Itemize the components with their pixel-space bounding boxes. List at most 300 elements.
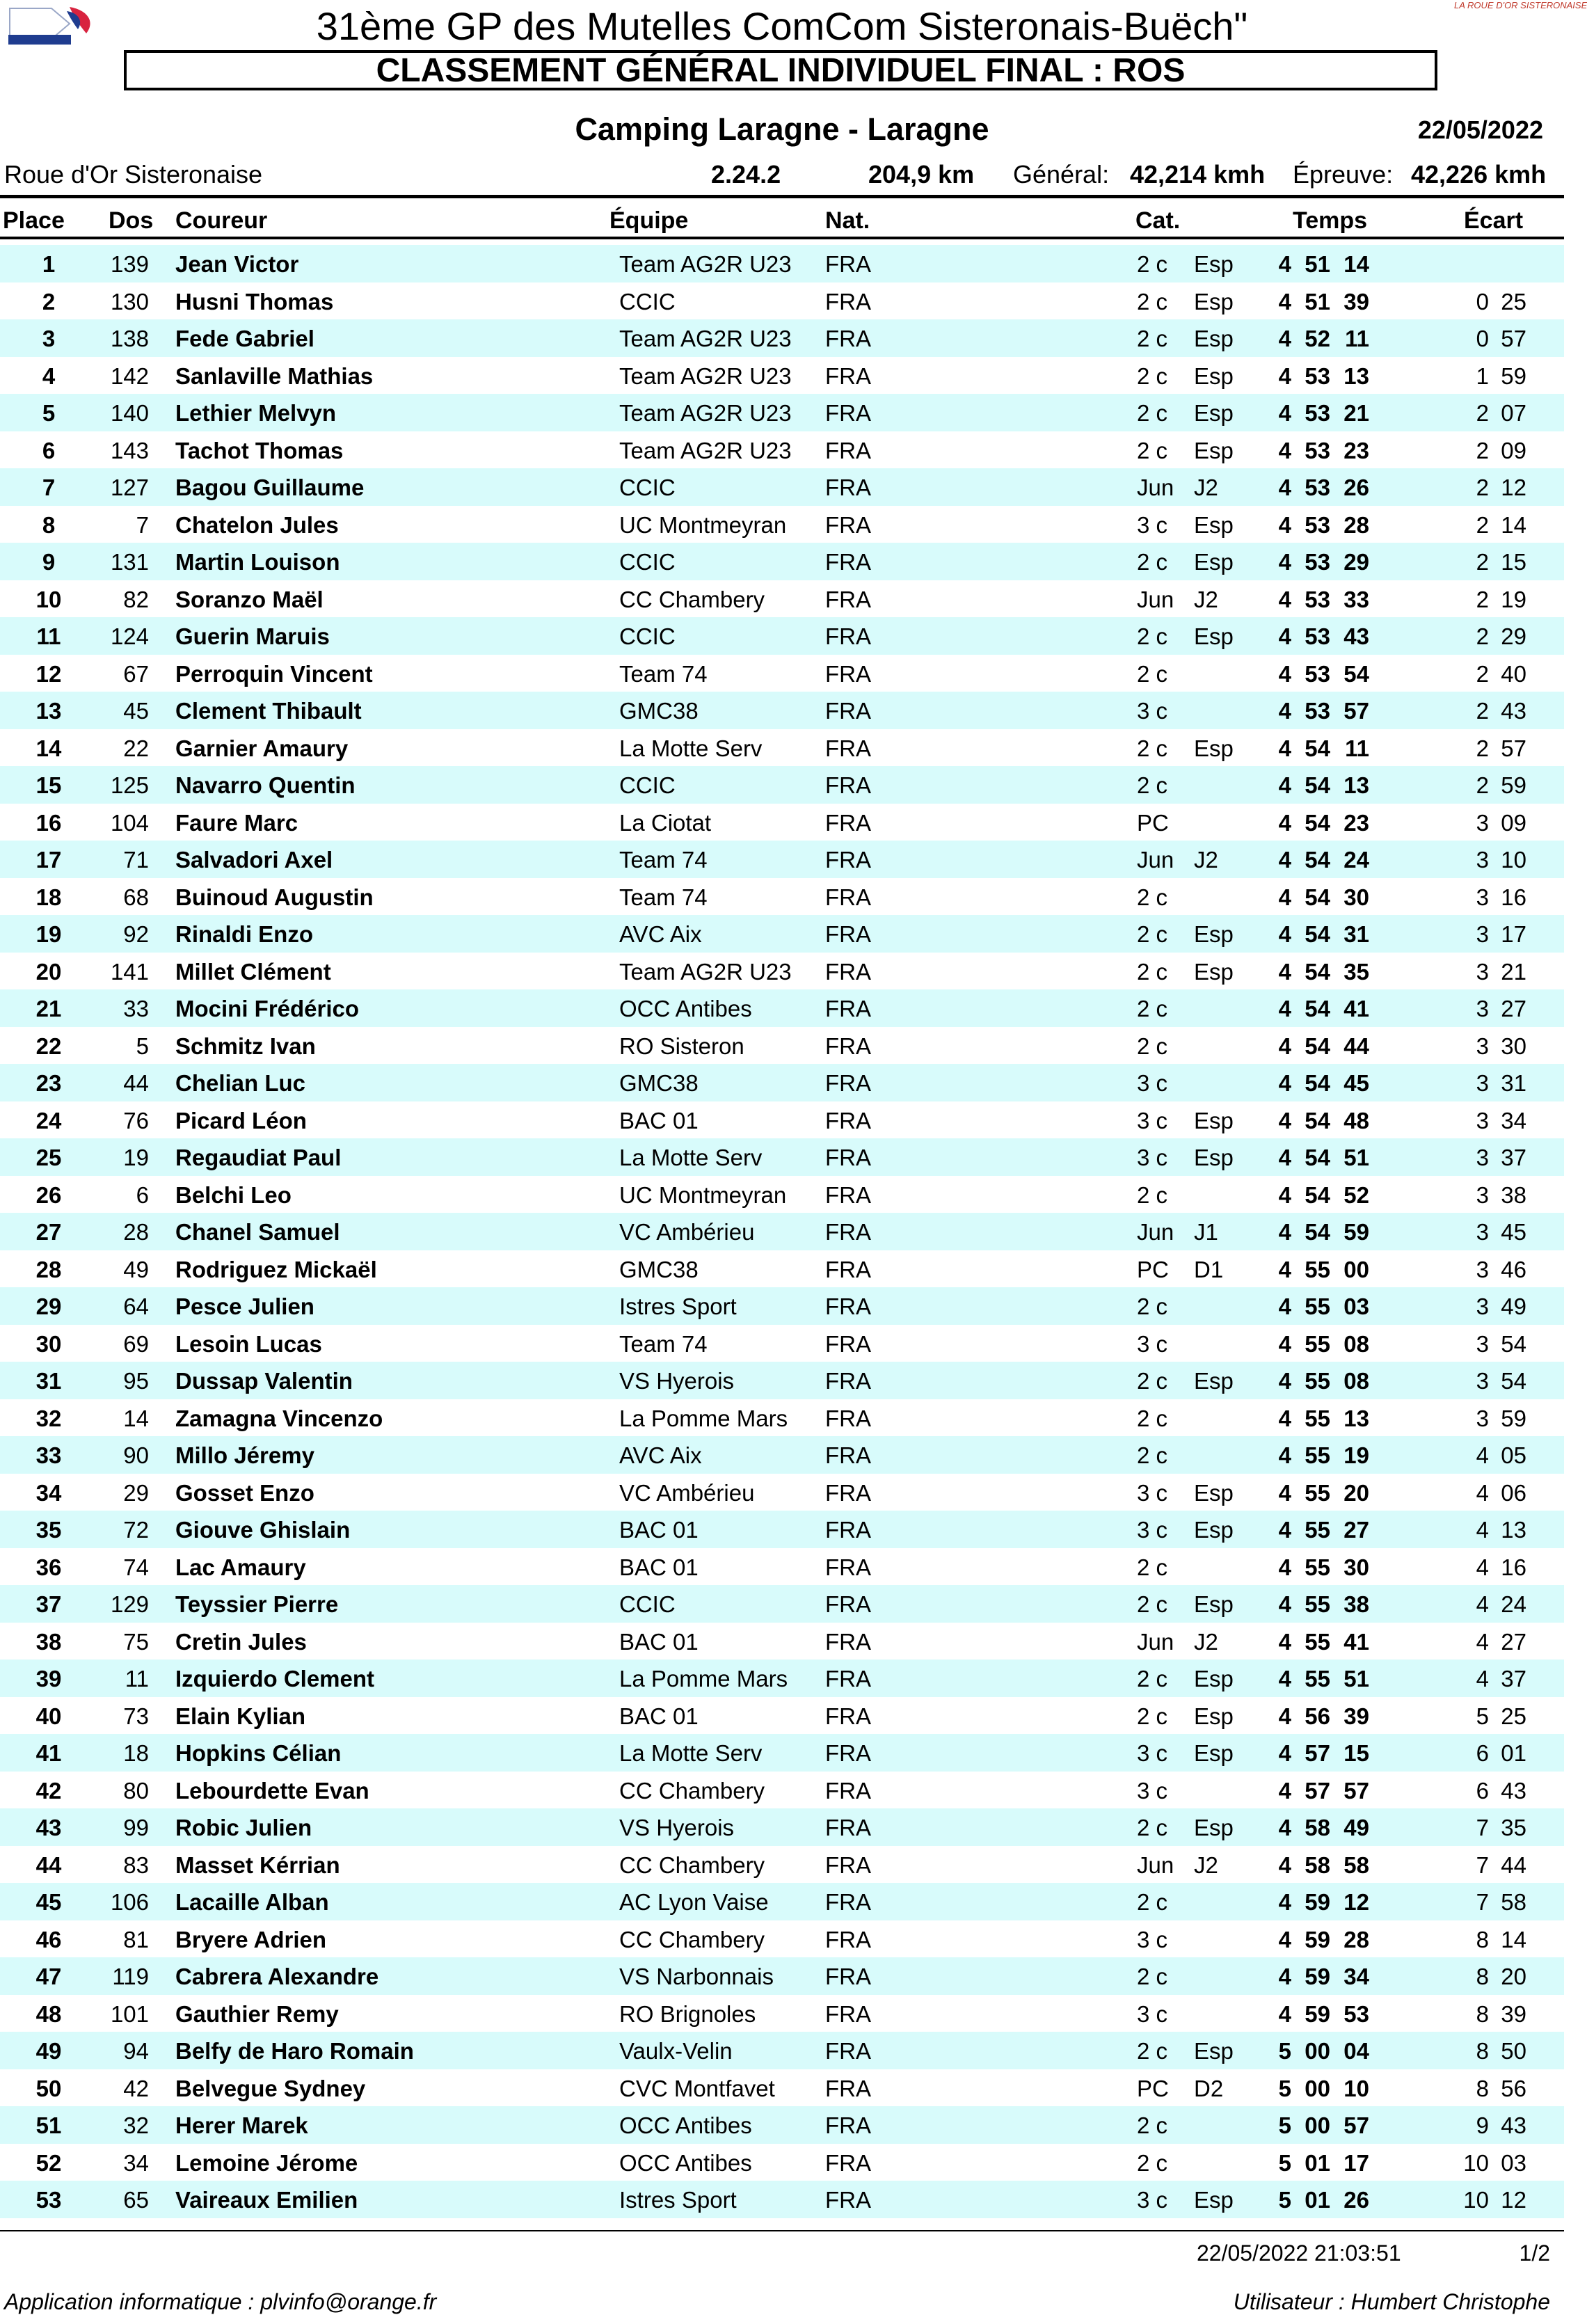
- cell-gap-seconds: 46: [1501, 1256, 1526, 1282]
- cell-cat: 3 c: [1137, 1145, 1168, 1170]
- cell-cat: 2 c: [1137, 251, 1168, 277]
- cell-gap-seconds: 24: [1501, 1591, 1526, 1617]
- cell-place: 34: [35, 1479, 62, 1506]
- cell-place: 13: [35, 698, 62, 724]
- cell-time-minutes: 53: [1305, 475, 1330, 500]
- cell-rider: Husni Thomas: [175, 288, 334, 315]
- cell-gap-minutes: 8: [1476, 1964, 1489, 1989]
- cell-nat: FRA: [825, 2000, 871, 2027]
- cell-bib: 19: [123, 1145, 149, 1170]
- cell-time-hours: 4: [1278, 1815, 1291, 1840]
- cell-nat: FRA: [825, 847, 871, 873]
- cell-rider: Cabrera Alexandre: [175, 1964, 379, 1989]
- cell-team: Team AG2R U23: [619, 958, 792, 985]
- header-rule: [0, 195, 1564, 198]
- cell-gap-seconds: 20: [1501, 1964, 1526, 1989]
- cell-gap-seconds: 43: [1501, 2112, 1526, 2138]
- cell-cat: 3 c: [1137, 1070, 1168, 1096]
- cell-nat: FRA: [825, 1442, 871, 1468]
- cell-nat: FRA: [825, 772, 871, 798]
- cell-place: 8: [42, 511, 56, 538]
- cell-cat: 2 c: [1137, 1964, 1168, 1989]
- cell-nat: FRA: [825, 2149, 871, 2176]
- cell-gap-minutes: 3: [1476, 1368, 1489, 1394]
- cell-time-minutes: 54: [1305, 735, 1330, 761]
- cell-place: 14: [35, 735, 62, 761]
- cell-nat: FRA: [825, 1777, 871, 1804]
- cell-gap-minutes: 3: [1476, 1107, 1489, 1133]
- cell-gap-minutes: 0: [1476, 288, 1489, 315]
- cell-team: La Motte Serv: [619, 735, 763, 761]
- cell-gap-minutes: 7: [1476, 1852, 1489, 1878]
- cell-cat: PC: [1137, 809, 1169, 836]
- cell-bib: 138: [110, 326, 149, 351]
- cell-team: CCIC: [619, 475, 676, 500]
- cell-place: 4: [42, 363, 56, 389]
- cell-team: VS Hyerois: [619, 1815, 735, 1840]
- cell-team: OCC Antibes: [619, 2112, 752, 2138]
- cell-rider: Fede Gabriel: [175, 326, 314, 351]
- cell-gap-minutes: 2: [1476, 586, 1489, 612]
- cell-time-seconds: 20: [1343, 1479, 1369, 1506]
- cell-team: VS Narbonnais: [619, 1964, 774, 1989]
- table-row: [0, 394, 1564, 431]
- cell-time-hours: 4: [1278, 363, 1291, 389]
- cell-cat: Jun: [1137, 847, 1174, 873]
- cell-gap-seconds: 15: [1501, 549, 1526, 575]
- cell-time-hours: 4: [1278, 884, 1291, 910]
- cell-nat: FRA: [825, 1145, 871, 1170]
- cell-cat: 2 c: [1137, 921, 1168, 947]
- cell-team: Team AG2R U23: [619, 363, 792, 389]
- cell-time-hours: 4: [1278, 1554, 1291, 1580]
- cell-gap-minutes: 3: [1476, 1033, 1489, 1059]
- cell-nat: FRA: [825, 1926, 871, 1952]
- table-row: [0, 1511, 1564, 1548]
- cell-time-hours: 4: [1278, 698, 1291, 724]
- cell-time-minutes: 59: [1305, 1889, 1330, 1915]
- cell-time-hours: 4: [1278, 1181, 1291, 1208]
- cell-gap-seconds: 34: [1501, 1107, 1526, 1133]
- cell-rider: Hopkins Célian: [175, 1740, 342, 1766]
- cell-place: 12: [35, 660, 62, 687]
- cell-subcat: Esp: [1194, 735, 1234, 761]
- cell-cat: 2 c: [1137, 958, 1168, 985]
- cell-time-seconds: 28: [1343, 1926, 1369, 1952]
- cell-team: UC Montmeyran: [619, 1181, 787, 1208]
- cell-gap-minutes: 3: [1476, 884, 1489, 910]
- cell-cat: 2 c: [1137, 1294, 1168, 1319]
- cell-gap-minutes: 8: [1476, 2000, 1489, 2027]
- cell-gap-seconds: 39: [1501, 2000, 1526, 2027]
- cell-nat: FRA: [825, 921, 871, 947]
- cell-team: Team 74: [619, 847, 708, 873]
- cell-cat: 2 c: [1137, 884, 1168, 910]
- cell-time-minutes: 58: [1305, 1815, 1330, 1840]
- cell-bib: 11: [125, 1666, 149, 1692]
- cell-bib: 6: [136, 1181, 149, 1208]
- cell-nat: FRA: [825, 400, 871, 426]
- cell-bib: 7: [136, 511, 149, 538]
- cell-cat: 2 c: [1137, 326, 1168, 351]
- cell-gap-seconds: 43: [1501, 1777, 1526, 1804]
- cell-cat: 3 c: [1137, 2000, 1168, 2027]
- cell-subcat: Esp: [1194, 2187, 1234, 2213]
- cell-cat: 2 c: [1137, 1033, 1168, 1059]
- cell-time-minutes: 57: [1305, 1740, 1330, 1766]
- cell-nat: FRA: [825, 1070, 871, 1096]
- cell-rider: Lebourdette Evan: [175, 1777, 369, 1804]
- cell-time-minutes: 53: [1305, 511, 1330, 538]
- table-row: [0, 1138, 1564, 1176]
- cell-time-seconds: 14: [1343, 251, 1369, 277]
- cell-time-hours: 4: [1278, 1405, 1291, 1431]
- cell-gap-seconds: 16: [1501, 1554, 1526, 1580]
- cell-time-seconds: 38: [1343, 1591, 1369, 1617]
- table-row: [0, 357, 1564, 395]
- table-row: [0, 729, 1564, 767]
- cell-nat: FRA: [825, 2112, 871, 2138]
- cell-team: La Pomme Mars: [619, 1405, 788, 1431]
- cell-time-hours: 4: [1278, 1964, 1291, 1989]
- cell-time-hours: 4: [1278, 847, 1291, 873]
- cell-time-minutes: 55: [1305, 1405, 1330, 1431]
- cell-rider: Chanel Samuel: [175, 1219, 340, 1245]
- cell-rider: Rodriguez Mickaël: [175, 1256, 377, 1282]
- table-row: [0, 1474, 1564, 1511]
- cell-gap-seconds: 59: [1501, 363, 1526, 389]
- cell-rider: Belchi Leo: [175, 1181, 292, 1208]
- cell-bib: 131: [110, 549, 149, 575]
- classification-title: CLASSEMENT GÉNÉRAL INDIVIDUEL FINAL : ROS: [124, 50, 1437, 90]
- cell-time-seconds: 26: [1343, 475, 1369, 500]
- category-code: 2.24.2: [711, 160, 781, 189]
- cell-bib: 130: [110, 288, 149, 315]
- cell-nat: FRA: [825, 1628, 871, 1655]
- cell-rider: Schmitz Ivan: [175, 1033, 316, 1059]
- cell-gap-minutes: 4: [1476, 1591, 1489, 1617]
- cell-gap-minutes: 2: [1476, 660, 1489, 687]
- cell-bib: 68: [123, 884, 149, 910]
- cell-subcat: D2: [1194, 2075, 1224, 2101]
- cell-time-minutes: 54: [1305, 921, 1330, 947]
- cell-nat: FRA: [825, 1368, 871, 1394]
- cell-place: 23: [35, 1070, 62, 1096]
- cell-rider: Navarro Quentin: [175, 772, 356, 798]
- cell-nat: FRA: [825, 1852, 871, 1878]
- cell-bib: 139: [110, 251, 149, 277]
- cell-team: CCIC: [619, 623, 676, 649]
- cell-cat: Jun: [1137, 1628, 1174, 1655]
- cell-gap-seconds: 19: [1501, 586, 1526, 612]
- cell-rider: Garnier Amaury: [175, 735, 349, 761]
- cell-team: VC Ambérieu: [619, 1479, 755, 1506]
- cell-bib: 45: [123, 698, 149, 724]
- table-header: [0, 205, 1564, 237]
- cell-team: OCC Antibes: [619, 996, 752, 1021]
- cell-rider: Dussap Valentin: [175, 1368, 353, 1394]
- cell-gap-seconds: 57: [1501, 326, 1526, 351]
- cell-gap-minutes: 4: [1476, 1554, 1489, 1580]
- cell-rider: Bagou Guillaume: [175, 475, 365, 500]
- cell-time-minutes: 53: [1305, 549, 1330, 575]
- table-row: [0, 2144, 1564, 2181]
- cell-time-seconds: 23: [1343, 437, 1369, 463]
- cell-time-minutes: 55: [1305, 1666, 1330, 1692]
- cell-time-seconds: 41: [1343, 1628, 1369, 1655]
- cell-rider: Salvadori Axel: [175, 847, 333, 873]
- table-row: [0, 1325, 1564, 1362]
- table-row: [0, 841, 1564, 878]
- cell-bib: 92: [123, 921, 149, 947]
- cell-time-seconds: 10: [1343, 2075, 1369, 2101]
- cell-gap-minutes: 7: [1476, 1815, 1489, 1840]
- table-row: [0, 878, 1564, 916]
- cell-subcat: Esp: [1194, 1703, 1234, 1729]
- table-row: [0, 1808, 1564, 1846]
- cell-time-minutes: 54: [1305, 1219, 1330, 1245]
- table-row: [0, 1957, 1564, 1995]
- cell-time-seconds: 29: [1343, 549, 1369, 575]
- cell-time-minutes: 55: [1305, 1256, 1330, 1282]
- cell-gap-minutes: 3: [1476, 1145, 1489, 1170]
- cell-team: Team AG2R U23: [619, 251, 792, 277]
- table-row: [0, 2181, 1564, 2218]
- table-row: [0, 282, 1564, 320]
- cell-time-hours: 4: [1278, 1070, 1291, 1096]
- cell-time-seconds: 03: [1343, 1294, 1369, 1319]
- cell-time-hours: 4: [1278, 1368, 1291, 1394]
- cell-place: 10: [35, 586, 62, 612]
- cell-gap-seconds: 59: [1501, 772, 1526, 798]
- cell-gap-minutes: 2: [1476, 511, 1489, 538]
- cell-time-hours: 4: [1278, 326, 1291, 351]
- cell-time-hours: 4: [1278, 1294, 1291, 1319]
- cell-time-hours: 4: [1278, 586, 1291, 612]
- cell-place: 5: [42, 400, 56, 426]
- cell-gap-seconds: 35: [1501, 1815, 1526, 1840]
- cell-time-minutes: 54: [1305, 1070, 1330, 1096]
- cell-time-minutes: 54: [1305, 1033, 1330, 1059]
- cell-time-seconds: 19: [1343, 1442, 1369, 1468]
- cell-rider: Lethier Melvyn: [175, 400, 337, 426]
- general-label: Général:: [1013, 160, 1110, 189]
- cell-place: 44: [35, 1852, 62, 1878]
- cell-time-minutes: 54: [1305, 1145, 1330, 1170]
- cell-gap-minutes: 3: [1476, 1294, 1489, 1319]
- cell-gap-seconds: 58: [1501, 1889, 1526, 1915]
- cell-nat: FRA: [825, 1740, 871, 1766]
- cell-place: 52: [35, 2149, 62, 2176]
- cell-bib: 32: [123, 2112, 149, 2138]
- cell-time-hours: 4: [1278, 475, 1291, 500]
- roue-dor-logo: LA ROUE D'OR SISTERONAISE: [1454, 0, 1587, 10]
- cell-time-minutes: 54: [1305, 847, 1330, 873]
- cell-team: AVC Aix: [619, 921, 702, 947]
- table-row: [0, 245, 1564, 282]
- footer-rule: [0, 2230, 1564, 2231]
- cell-gap-seconds: 21: [1501, 958, 1526, 985]
- cell-time-minutes: 54: [1305, 996, 1330, 1021]
- cell-time-hours: 4: [1278, 2000, 1291, 2027]
- cell-time-hours: 4: [1278, 660, 1291, 687]
- cell-time-hours: 5: [1278, 2187, 1291, 2213]
- cell-place: 37: [35, 1591, 62, 1617]
- cell-gap-minutes: 0: [1476, 326, 1489, 351]
- cell-time-seconds: 08: [1343, 1368, 1369, 1394]
- cell-gap-minutes: 4: [1476, 1442, 1489, 1468]
- cell-time-minutes: 54: [1305, 772, 1330, 798]
- cell-place: 51: [35, 2112, 62, 2138]
- cell-place: 48: [35, 2000, 62, 2027]
- cell-rider: Belvegue Sydney: [175, 2075, 366, 2101]
- cell-rider: Perroquin Vincent: [175, 660, 373, 687]
- cell-place: 33: [35, 1442, 62, 1468]
- cell-subcat: Esp: [1194, 1815, 1234, 1840]
- cell-time-minutes: 55: [1305, 1330, 1330, 1357]
- cell-gap-seconds: 09: [1501, 437, 1526, 463]
- cell-time-hours: 4: [1278, 511, 1291, 538]
- cell-rider: Clement Thibault: [175, 698, 362, 724]
- cell-time-minutes: 54: [1305, 958, 1330, 985]
- cell-bib: 72: [123, 1517, 149, 1543]
- cell-cat: 2 c: [1137, 623, 1168, 649]
- cell-gap-seconds: 50: [1501, 2038, 1526, 2064]
- cell-cat: 2 c: [1137, 772, 1168, 798]
- cell-team: OCC Antibes: [619, 2149, 752, 2176]
- cell-subcat: Esp: [1194, 1107, 1234, 1133]
- cell-time-seconds: 23: [1343, 809, 1369, 836]
- cell-rider: Lesoin Lucas: [175, 1330, 322, 1357]
- cell-time-hours: 4: [1278, 400, 1291, 426]
- cell-subcat: J2: [1194, 847, 1218, 873]
- col-place: Place: [3, 207, 65, 234]
- cell-time-seconds: 59: [1343, 1219, 1369, 1245]
- cell-cat: Jun: [1137, 1852, 1174, 1878]
- cell-bib: 124: [110, 623, 149, 649]
- cell-cat: 2 c: [1137, 1405, 1168, 1431]
- cell-nat: FRA: [825, 1554, 871, 1580]
- cell-team: Istres Sport: [619, 2187, 737, 2213]
- cell-time-seconds: 08: [1343, 1330, 1369, 1357]
- cell-cat: 3 c: [1137, 1777, 1168, 1804]
- col-dos: Dos: [109, 207, 154, 234]
- cell-gap-seconds: 14: [1501, 1926, 1526, 1952]
- cell-team: RO Brignoles: [619, 2000, 756, 2027]
- cell-nat: FRA: [825, 1703, 871, 1729]
- cell-gap-minutes: 3: [1476, 809, 1489, 836]
- cell-time-seconds: 41: [1343, 996, 1369, 1021]
- cell-cat: PC: [1137, 2075, 1169, 2101]
- cell-subcat: D1: [1194, 1256, 1224, 1282]
- cell-cat: 2 c: [1137, 288, 1168, 315]
- cell-time-minutes: 53: [1305, 363, 1330, 389]
- cell-bib: 141: [110, 958, 149, 985]
- cell-time-minutes: 58: [1305, 1852, 1330, 1878]
- page-number: 1/2: [1519, 2241, 1550, 2266]
- cell-team: BAC 01: [619, 1703, 699, 1729]
- cell-nat: FRA: [825, 735, 871, 761]
- table-row: [0, 1623, 1564, 1660]
- cell-nat: FRA: [825, 1517, 871, 1543]
- cell-rider: Mocini Frédérico: [175, 996, 360, 1021]
- cell-place: 24: [35, 1107, 62, 1133]
- cell-time-minutes: 55: [1305, 1294, 1330, 1319]
- cell-rider: Millo Jéremy: [175, 1442, 314, 1468]
- cell-bib: 125: [110, 772, 149, 798]
- cell-nat: FRA: [825, 1889, 871, 1915]
- cell-subcat: Esp: [1194, 921, 1234, 947]
- cell-rider: Sanlaville Mathias: [175, 363, 374, 389]
- cell-team: La Ciotat: [619, 809, 712, 836]
- cell-time-minutes: 54: [1305, 884, 1330, 910]
- cell-time-minutes: 53: [1305, 698, 1330, 724]
- cell-time-minutes: 56: [1305, 1703, 1330, 1729]
- cell-time-hours: 4: [1278, 1330, 1291, 1357]
- cell-nat: FRA: [825, 884, 871, 910]
- cell-place: 45: [35, 1889, 62, 1915]
- cell-gap-minutes: 2: [1476, 400, 1489, 426]
- cell-time-seconds: 13: [1343, 363, 1369, 389]
- cell-rider: Chelian Luc: [175, 1070, 306, 1096]
- cell-time-minutes: 51: [1305, 288, 1330, 315]
- cell-time-seconds: 00: [1343, 1256, 1369, 1282]
- cell-time-seconds: 33: [1343, 586, 1369, 612]
- cell-cat: 2 c: [1137, 1666, 1168, 1692]
- cell-place: 46: [35, 1926, 62, 1952]
- table-row: [0, 1064, 1564, 1101]
- cell-rider: Robic Julien: [175, 1815, 312, 1840]
- organizer: Roue d'Or Sisteronaise: [4, 160, 263, 189]
- cell-bib: 34: [123, 2149, 149, 2176]
- table-row: [0, 1883, 1564, 1920]
- cell-gap-seconds: 31: [1501, 1070, 1526, 1096]
- cell-team: CC Chambery: [619, 1852, 765, 1878]
- cell-place: 27: [35, 1219, 62, 1245]
- table-row: [0, 1846, 1564, 1884]
- cell-gap-seconds: 37: [1501, 1666, 1526, 1692]
- cell-team: CCIC: [619, 288, 676, 315]
- cell-nat: FRA: [825, 1591, 871, 1617]
- cell-team: La Pomme Mars: [619, 1666, 788, 1692]
- table-row: [0, 1399, 1564, 1437]
- cell-time-minutes: 52: [1305, 326, 1330, 351]
- table-row: [0, 1548, 1564, 1586]
- cell-nat: FRA: [825, 1219, 871, 1245]
- cell-team: AC Lyon Vaise: [619, 1889, 769, 1915]
- cell-gap-minutes: 8: [1476, 2038, 1489, 2064]
- print-timestamp: 22/05/2022 21:03:51: [1197, 2241, 1401, 2266]
- cell-time-seconds: 30: [1343, 1554, 1369, 1580]
- cell-time-hours: 4: [1278, 1479, 1291, 1506]
- cell-rider: Zamagna Vincenzo: [175, 1405, 383, 1431]
- cell-place: 26: [35, 1181, 62, 1208]
- cell-place: 42: [35, 1777, 62, 1804]
- cell-time-minutes: 00: [1305, 2038, 1330, 2064]
- col-nat: Nat.: [825, 207, 870, 234]
- cell-place: 50: [35, 2075, 62, 2101]
- general-speed: 42,214 kmh: [1130, 160, 1266, 189]
- cell-gap-minutes: 6: [1476, 1777, 1489, 1804]
- cell-bib: 143: [110, 437, 149, 463]
- cell-place: 15: [35, 772, 62, 798]
- table-row: [0, 804, 1564, 841]
- cell-team: AVC Aix: [619, 1442, 702, 1468]
- cell-time-minutes: 53: [1305, 623, 1330, 649]
- cell-bib: 28: [123, 1219, 149, 1245]
- cell-subcat: Esp: [1194, 251, 1234, 277]
- cell-team: La Motte Serv: [619, 1740, 763, 1766]
